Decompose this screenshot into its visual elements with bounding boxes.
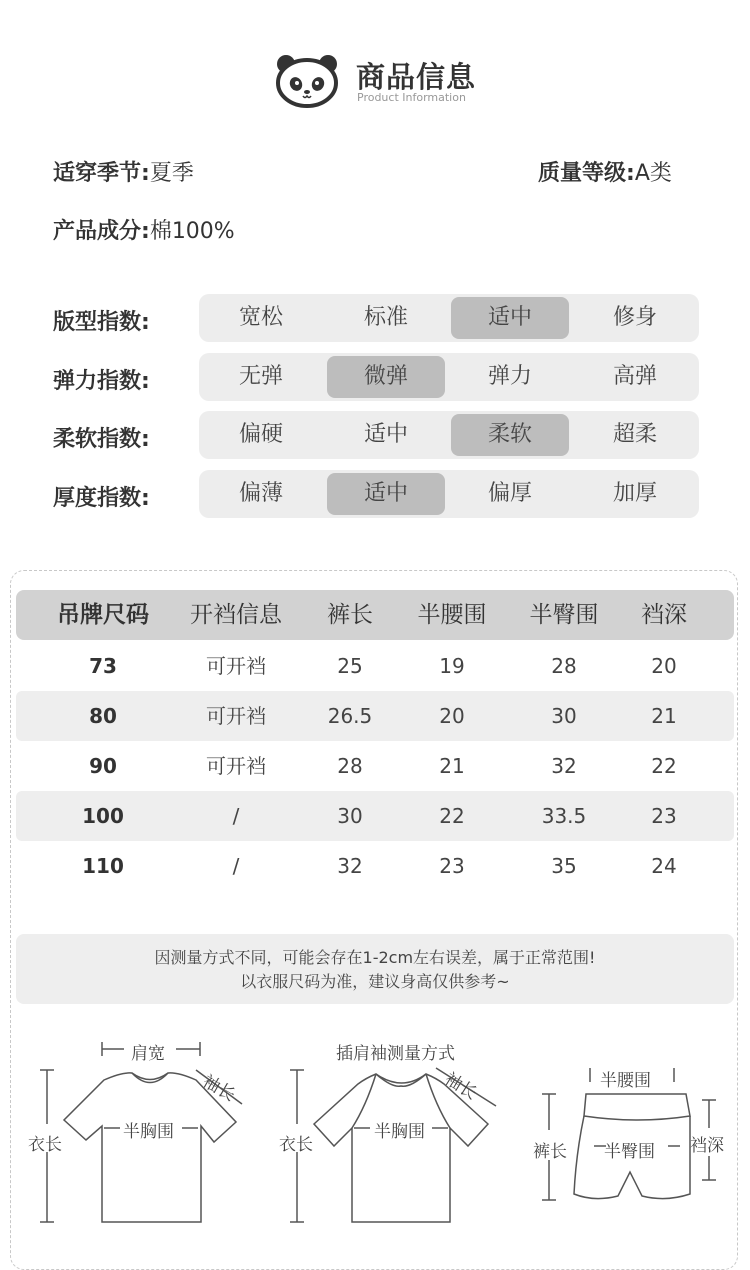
table-cell: 20	[439, 704, 465, 728]
fit-option: 标准	[363, 305, 408, 330]
table-cell: 100	[82, 804, 124, 828]
table-cell: 80	[89, 704, 117, 728]
season-value: 夏季	[149, 161, 194, 186]
table-row	[16, 841, 734, 891]
note-line-1: 因测量方式不同，可能会存在1-2cm左右误差，属于正常范围!	[154, 948, 596, 967]
material-label: 产品成分:	[53, 219, 150, 244]
header-cell: 裤长	[327, 602, 373, 628]
table-cell: 20	[651, 654, 677, 678]
table-cell: 73	[89, 654, 117, 678]
thickness-option-selected: 适中	[327, 473, 445, 515]
table-cell: 23	[439, 854, 465, 878]
softness-index-label: 柔软指数:	[53, 427, 150, 452]
table-cell: 21	[651, 704, 677, 728]
raglan-sleeve-label: 袖长	[440, 1069, 481, 1105]
stretch-option: 弹力	[487, 364, 532, 389]
table-row	[16, 791, 734, 841]
shoulder-width-label: 肩宽	[131, 1044, 165, 1064]
fit-option: 宽松	[238, 305, 283, 330]
quality-label: 质量等级:	[538, 161, 635, 186]
raglan-title: 插肩袖测量方式	[336, 1044, 455, 1064]
table-cell: 19	[439, 654, 465, 678]
stretch-option: 无弹	[238, 364, 283, 389]
page-subtitle: Product Information	[357, 91, 466, 104]
header-cell: 半腰围	[417, 602, 487, 628]
header-cell: 裆深	[641, 602, 687, 628]
table-cell: 21	[439, 754, 465, 778]
table-cell: 22	[651, 754, 677, 778]
table-cell: 28	[337, 754, 363, 778]
waist-label: 半腰围	[600, 1071, 651, 1091]
table-cell: 26.5	[327, 704, 373, 728]
stretch-index-label: 弹力指数:	[53, 369, 150, 394]
table-cell: 30	[337, 804, 363, 828]
thickness-option: 偏薄	[238, 481, 283, 506]
table-cell: 23	[651, 804, 677, 828]
note-line-2: 以衣服尺码为准，建议身高仅供参考~	[240, 972, 510, 991]
panda-logo-icon	[272, 52, 342, 108]
table-cell: 22	[439, 804, 465, 828]
thickness-option: 偏厚	[487, 481, 532, 506]
body-length-label: 衣长	[28, 1135, 62, 1155]
measurement-note	[16, 934, 734, 1004]
table-row	[16, 691, 734, 741]
season-info	[53, 156, 194, 187]
rise-label: 裆深	[690, 1136, 724, 1156]
quality-info	[538, 156, 672, 187]
table-cell: 32	[551, 754, 577, 778]
table-cell: 33.5	[541, 804, 587, 828]
table-cell: 30	[551, 704, 577, 728]
softness-option: 适中	[363, 422, 408, 447]
table-cell: 35	[551, 854, 577, 878]
softness-index-bar	[199, 411, 699, 459]
page-title: 商品信息	[356, 60, 477, 94]
table-cell: /	[232, 804, 240, 828]
pants-length-label: 裤长	[533, 1142, 567, 1162]
table-cell: 可开裆	[206, 704, 266, 728]
thickness-option: 加厚	[612, 481, 657, 506]
season-label: 适穿季节:	[53, 161, 150, 186]
softness-option-selected: 柔软	[451, 414, 569, 456]
table-cell: /	[232, 854, 240, 878]
header-cell: 半臀围	[529, 602, 599, 628]
table-row	[16, 741, 734, 791]
fit-index-bar	[199, 294, 699, 342]
header-cell: 吊牌尺码	[57, 602, 149, 628]
table-cell: 可开裆	[206, 754, 266, 778]
thickness-index-bar	[199, 470, 699, 518]
table-cell: 可开裆	[206, 654, 266, 678]
chest-label: 半胸围	[123, 1122, 174, 1142]
hip-label: 半臀围	[604, 1142, 655, 1162]
table-cell: 28	[551, 654, 577, 678]
stretch-option: 高弹	[612, 364, 657, 389]
table-cell: 24	[651, 854, 677, 878]
raglan-chest-label: 半胸围	[374, 1122, 425, 1142]
table-row	[16, 641, 734, 691]
table-cell: 25	[337, 654, 363, 678]
header-cell: 开裆信息	[190, 602, 282, 628]
size-table-header	[16, 590, 734, 640]
fit-option: 修身	[612, 305, 657, 330]
softness-option: 偏硬	[238, 422, 283, 447]
thickness-index-label: 厚度指数:	[53, 486, 150, 511]
material-value: 棉100%	[149, 219, 235, 244]
stretch-option-selected: 微弹	[327, 356, 445, 398]
quality-value: A类	[634, 161, 672, 186]
table-cell: 32	[337, 854, 363, 878]
fit-index-label: 版型指数:	[53, 310, 150, 335]
fit-option-selected: 适中	[451, 297, 569, 339]
material-info	[53, 214, 235, 245]
raglan-length-label: 衣长	[279, 1135, 313, 1155]
sleeve-length-label: 袖长	[199, 1071, 239, 1106]
table-cell: 110	[82, 854, 124, 878]
table-cell: 90	[89, 754, 117, 778]
softness-option: 超柔	[612, 422, 657, 447]
stretch-index-bar	[199, 353, 699, 401]
